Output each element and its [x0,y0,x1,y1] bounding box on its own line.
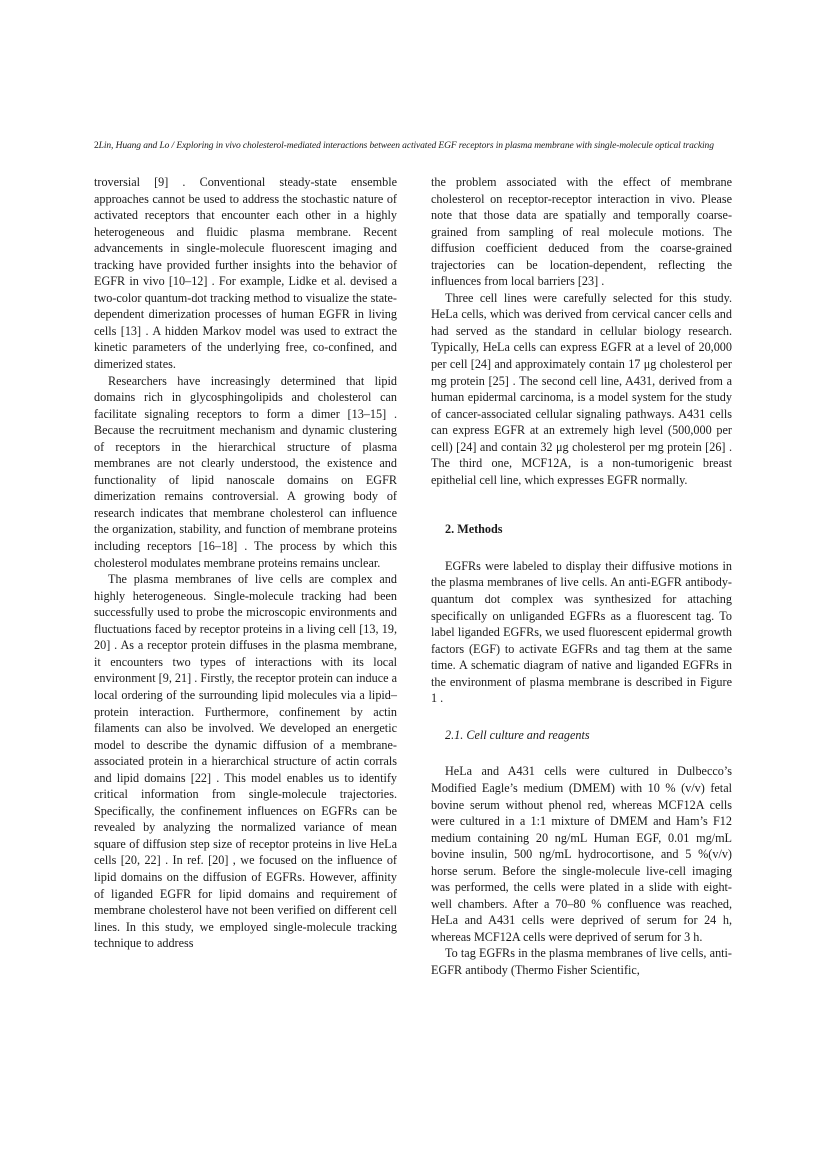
left-column [94,174,397,952]
subsection-heading: 2.1. Cell culture and reagents [445,727,590,742]
section-heading: 2. Methods [445,522,503,537]
running-header [94,141,822,155]
right-column [431,174,732,979]
paragraph: troversial [9] . Conventional steady-state ensemble approaches cannot be used to address the stochastic nature of activated receptors that encounter each other in a highly heterogeneous and fluidic plasma membrane. Recent advancements in single-molecule fluorescent imaging and tracking have provided further insights into the behavior of EGFR in vivo [10–12] . For example, Lidke et al. devised a two-color quantum-dot tracking method to visualize the state-dependent dimerization processes of human EGFR in living cells [13] . A hidden Markov model was used to extract the kinetic parameters of the underlying free, co-confined, and dimerized states. [94,175,397,372]
paragraph: Researchers have increasingly determined that lipid domains rich in glycosphingolipids and cholesterol can facilitate signaling receptors to form a dimer [13–15] . Because the recruitment mechanism and dynamic clustering of receptors in the hierarchical structure of plasma membranes are not clearly understood, the existence and functionality of lipid nanoscale domains on EGFR dimerization remains controversial. A growing body of research indicates that membrane cholesterol can influence the organization, stability, and function of membrane proteins including receptors [16–18] . The process by which this cholesterol modulates membrane proteins remains unclear. [94,373,397,570]
page-number: 2 [94,141,99,151]
paragraph: the problem associated with the effect of membrane cholesterol on receptor-receptor interaction in vivo. Please note that those data are spatially and temporally coarse-grained from sampling of real molecule motions. The diffusion coefficient deduced from the coarse-grained trajectories can be location-dependent, reflecting the influences from local barriers [23] . [431,175,732,289]
running-title: Lin, Huang and Lo / Exploring in vivo cholesterol-mediated interactions between activated EGF receptors in plasma membrane with single-molecule optical tracking [98,141,714,151]
paragraph: To tag EGFRs in the plasma membranes of live cells, anti-EGFR antibody (Thermo Fisher Scientific, [431,946,732,977]
paragraph: Three cell lines were carefully selected for this study. HeLa cells, which was derived from cervical cancer cells and had served as the standard in cellular biology research. Typically, HeLa cells can express EGFR at a level of 20,000 per cell [24] and approximately contain 17 μg cholesterol per mg protein [25] . The second cell line, A431, derived from a human epidermal carcinoma, is a model system for the study of cancer-associated cellular signaling pathways. A431 cells can express EGFR at an extremely high level (500,000 per cell) [24] and contain 32 μg cholesterol per mg protein [26] . The third one, MCF12A, is a non-tumorigenic breast epithelial cell line, which expresses EGFR normally. [431,290,732,487]
paragraph: HeLa and A431 cells were cultured in Dulbecco’s Modified Eagle’s medium (DMEM) with 10 % (v/v) fetal bovine serum without phenol red, whereas MCF12A cells were cultured in a 1:1 mixture of DMEM and Ham’s F12 medium containing 20 ng/mL Human EGF, 0.01 mg/mL bovine insulin, 500 ng/mL hydrocortisone, and 5 %(v/v) horse serum. Before the single-molecule live-cell imaging was performed, the cells were plated in a slide with eight-well chambers. After a 70–80 % confluence was reached, HeLa and A431 cells were deprived of serum for 24 h, whereas MCF12A cells were deprived of serum for 3 h. [431,764,732,944]
paragraph: The plasma membranes of live cells are complex and highly heterogeneous. Single-molecule tracking had been successfully used to probe the microscopic environments and fluctuations faced by receptor proteins in a living cell [13, 19, 20] . As a receptor protein diffuses in the plasma membrane, it encounters two types of interactions with its local environment [9, 21] . Firstly, the receptor protein can induce a local ordering of the surrounding lipid molecules via a lipid–protein interaction. Furthermore, confinement by actin filaments can also be involved. We developed an energetic model to describe the dynamic diffusion of a membrane-associated protein in a hierarchical structure of actin corrals and lipid domains [22] . This model enables us to identify critical information from single-molecule trajectories. Specifically, the confinement influences on EGFRs can be revealed by analyzing the normalized variance of mean square of diffusion step size of receptor proteins in live HeLa cells [20, 22] . In ref. [20] , we focused on the influence of lipid domains on the diffusion of EGFRs. However, affinity of liganded EGFR for lipid domains and requirement of membrane cholesterol have not been verified on different cell lines. In this study, we employed single-molecule tracking technique to address [94,572,397,951]
paragraph: EGFRs were labeled to display their diffusive motions in the plasma membranes of live cells. An anti-EGFR antibody-quantum dot complex was synthesized for attaching specifically on unliganded EGFRs as a fluorescent tag. To label liganded EGFRs, we used fluorescent epidermal growth factors (EGF) to activate EGFRs and tag them at the same time. A schematic diagram of native and liganded EGFRs in the environment of plasma membrane is described in Figure 1 . [431,558,732,706]
